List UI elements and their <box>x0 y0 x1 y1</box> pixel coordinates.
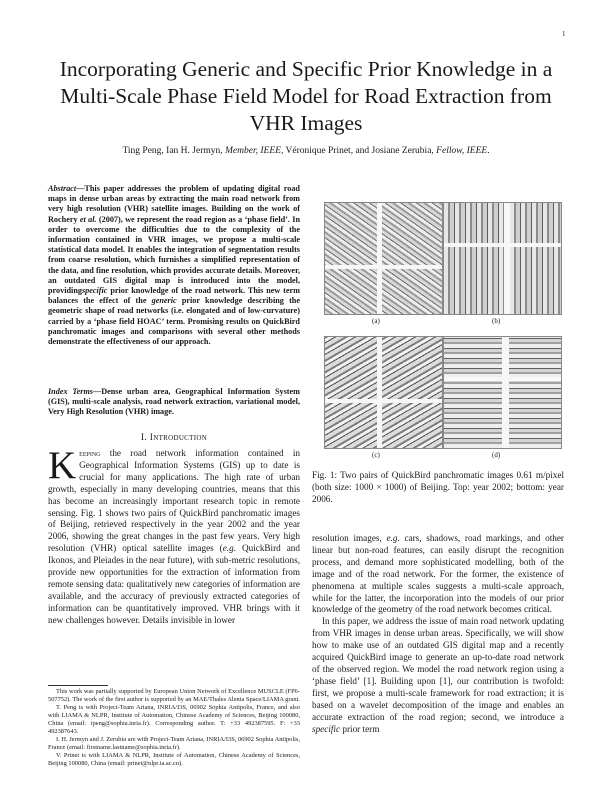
figure-caption: Fig. 1: Two pairs of QuickBird panchromatic images 0.61 m/pixel (both size: 1000 × 1000) of Beijing. Top: year 2002; bottom: year 2006. <box>312 470 564 504</box>
abstract: Abstract—This paper addresses the problem of updating digital road maps in dense urban areas by extracting the main road network from very high resolution (VHR) satellite images. Building on the work of Rochery et al. (2007), we represent the road region as a ‘phase field’. In order to overcome the difficulties due to the complexity of the information contained in VHR images, we propose a multi-scale statistical data model. It enables the integration of segmentation results from coarse resolution, which furnishes a simplified representation of the data, and fine resolution, which provides accurate details. Moreover, an outdated GIS digital map is introduced into the model, providingspecific prior knowledge of the road network. This new term balances the effect of the generic prior knowledge describing the geometric shape of road networks (i.e. elongated and of low-curvature) carried by a ‘phase field HOAC’ term. Promising results on QuickBird panchromatic images and comparisons with several other methods demonstrate the effectiveness of our approach. <box>48 184 300 347</box>
footnote: T. Peng is with Project-Team Ariana, INRIA/I3S, 06902 Sophia Antipolis, France, and also with LIAMA & NLPR, Institute of Automation, Chinese Academy of Sciences, Beijing 100080, China (email: tpeng@sophia.inria.fr). Corresponding author. T: +33 492387595. F: +33 492387643. <box>48 704 300 735</box>
footnote: I. H. Jermyn and J. Zerubia are with Project-Team Ariana, INRIA/I3S, 06902 Sophia Antipolis, France (email: firstname.lastname@sophia.inria.fr). <box>48 736 300 751</box>
index-terms-label: Index Terms <box>48 387 93 396</box>
footnotes <box>48 688 300 768</box>
page-number: 1 <box>562 30 566 38</box>
author-list: Ting Peng, Ian H. Jermyn, Member, IEEE, Véronique Prinet, and Josiane Zerubia, Fellow, IEEE. <box>122 146 490 156</box>
satellite-image-d <box>443 336 562 449</box>
body-paragraph: In this paper, we address the issue of main road network updating from VHR images in dense urban areas. Specifically, we will show how to make use of an outdated GIS digital map and a recently acquired QuickBird image to generate an up-to-date road network of the observed region. We model the road network region using a ‘phase field’ [1]. Building upon [1], our contribution is twofold: first, we propose a multi-scale framework for road extraction; it is based on a wavelet decomposition of the image and enables an accurate extraction of the road region; second, we introduce a specific prior term <box>312 616 564 734</box>
footnote: V. Prinet is with LIAMA & NLPR, Institute of Automation, Chinese Academy of Sciences, Beijing 100080, China (email: prinet@nlpr.ia.ac.cn). <box>48 752 300 767</box>
section-heading: I. Introduction <box>140 433 208 443</box>
satellite-image-b <box>443 202 562 315</box>
paper-title: Incorporating Generic and Specific Prior Knowledge in a Multi-Scale Phase Field Model for Road Extraction from VHR Images <box>59 57 553 135</box>
figure-label-d: (d) <box>492 451 501 459</box>
abstract-label: Abstract <box>48 184 77 193</box>
intro-paragraph: Keeping the road network information contained in Geographical Information Systems (GIS) up to date is crucial for many applications. The high rate of urban growth, especially in many developing countries, means that this has become an increasingly important research topic in remote sensing. Fig. 1 shows two pairs of QuickBird panchromatic images of Beijing, retrieved respectively in the year 2002 and the year 2006, showing the great changes in the past few years. Very high resolution (VHR) optical satellite images (e.g. QuickBird and Ikonos, and Pleiades in the near future), with sub-metric resolutions, provide new opportunities for the extraction of information from remote sensing data: qualitatively new categories of information are available, and the accuracy of previously extracted categories of information can be quantitatively improved. VHR brings with it new challenges however. Details invisible in lower <box>48 444 300 625</box>
satellite-image-a <box>324 202 443 315</box>
body-paragraph: resolution images, e.g. cars, shadows, road markings, and other linear but non-road features, can easily disrupt the recognition process, and demand more sophisticated modelling, both of the image and of the road network. For the former, the existence of phenomena at multiple scales suggests a multi-scale approach, while for the latter, the incorporation into the models of our prior knowledge of the geometry of the road network becomes critical. <box>312 533 564 615</box>
right-column-text <box>312 533 564 735</box>
drop-cap: K <box>48 444 77 487</box>
satellite-image-c <box>324 336 443 449</box>
index-terms: Index Terms—Dense urban area, Geographical Information System (GIS), multi-scale analysis, road network extraction, variational model, Very High Resolution (VHR) image. <box>48 387 300 417</box>
footnote: This work was partially supported by European Union Network of Excellence MUSCLE (FP6-507752). The work of the first author is supported by an MAE/Thales Alenia Space/LIAMA grant. <box>48 688 300 703</box>
figure-label-b: (b) <box>492 317 501 325</box>
figure-label-a: (a) <box>372 317 380 325</box>
figure-1 <box>318 202 564 462</box>
figure-label-c: (c) <box>372 451 380 459</box>
footnote-divider <box>48 685 108 686</box>
